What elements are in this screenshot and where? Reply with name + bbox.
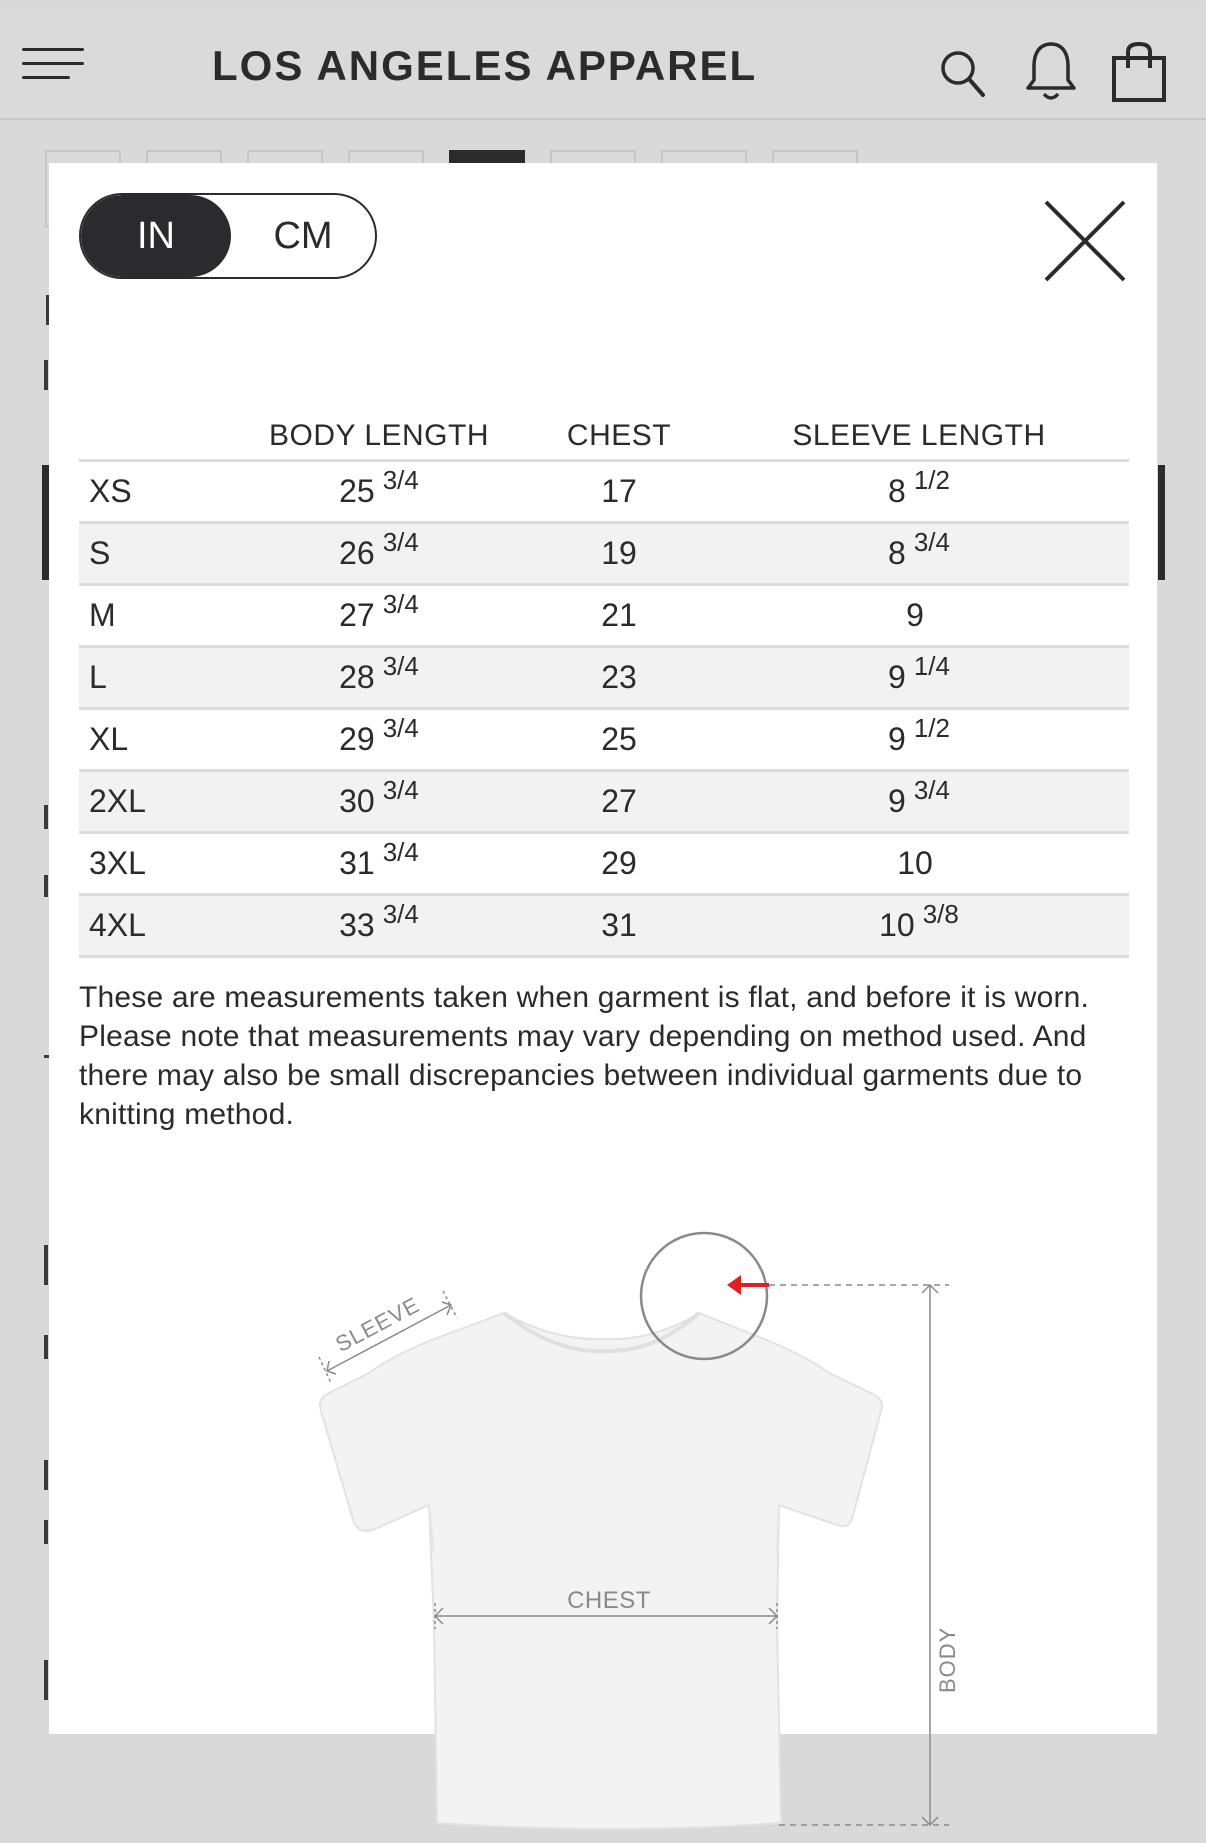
body-label: BODY — [935, 1626, 960, 1693]
chest-cell: 31 — [529, 895, 709, 957]
sleeve-length-cell: 10 $^{3/8}$ — [709, 895, 1129, 957]
t-shirt-measurement-diagram — [309, 1223, 969, 1843]
sleeve-label: SLEEVE — [331, 1291, 424, 1357]
unit-option-in[interactable]: IN — [81, 195, 231, 277]
shopping-bag-icon[interactable] — [1110, 40, 1168, 104]
sleeve-length-cell: 8 $^{3/4}$ — [709, 523, 1129, 585]
menu-icon[interactable] — [22, 48, 84, 86]
background-text-fragment — [44, 1460, 48, 1490]
table-row — [79, 585, 1129, 647]
sleeve-length-cell: 8 $^{1/2}$ — [709, 461, 1129, 523]
chest-cell: 27 — [529, 771, 709, 833]
body-length-cell: 25 $^{3/4}$ — [229, 461, 529, 523]
body-length-cell: 29 $^{3/4}$ — [229, 709, 529, 771]
body-length-cell: 28 $^{3/4}$ — [229, 647, 529, 709]
sleeve-length-cell: 9 $^{1/2}$ — [709, 709, 1129, 771]
chest-label: CHEST — [567, 1587, 651, 1614]
body-length-cell: 33 $^{3/4}$ — [229, 895, 529, 957]
close-icon[interactable] — [1042, 198, 1128, 284]
size-chart-table — [79, 403, 1129, 958]
size-cell: 2XL — [79, 771, 229, 833]
table-row — [79, 833, 1129, 895]
chest-cell: 23 — [529, 647, 709, 709]
table-header-row — [79, 403, 1129, 461]
measurement-note: These are measurements taken when garment is flat, and before it is worn. Please note that measurements may vary depending on method used. And there may also be small discrepancies between individual garments due to knitting method. — [79, 981, 1090, 1131]
table-row — [79, 461, 1129, 523]
size-cell: S — [79, 523, 229, 585]
background-side-bar — [1158, 465, 1165, 580]
body-length-cell: 26 $^{3/4}$ — [229, 523, 529, 585]
red-arrow-icon — [727, 1275, 769, 1295]
search-icon[interactable] — [938, 48, 986, 100]
table-row — [79, 771, 1129, 833]
sleeve-length-cell: 9 $^{1/4}$ — [709, 647, 1129, 709]
chest-cell: 21 — [529, 585, 709, 647]
unit-option-cm[interactable]: CM — [273, 215, 333, 257]
background-text-fragment — [44, 360, 48, 390]
table-row — [79, 647, 1129, 709]
body-length-cell: 30 $^{3/4}$ — [229, 771, 529, 833]
size-cell: XL — [79, 709, 229, 771]
table-row — [79, 523, 1129, 585]
background-text-fragment — [44, 1335, 48, 1359]
column-header-sleeve-length: SLEEVE LENGTH — [709, 403, 1129, 461]
background-text-fragment — [44, 1245, 48, 1285]
column-header-chest: CHEST — [529, 403, 709, 461]
background-text-fragment — [44, 875, 48, 897]
table-row — [79, 709, 1129, 771]
unit-toggle[interactable] — [79, 193, 377, 279]
bell-icon[interactable] — [1024, 38, 1078, 104]
sleeve-length-cell: 9 $^{3/4}$ — [709, 771, 1129, 833]
size-cell: M — [79, 585, 229, 647]
size-cell: 4XL — [79, 895, 229, 957]
brand-logo[interactable]: LOS ANGELES APPAREL — [212, 42, 758, 89]
size-cell: XS — [79, 461, 229, 523]
background-text-fragment — [44, 1520, 48, 1544]
top-navigation-bar — [0, 12, 1206, 120]
sleeve-length-cell: 10 — [709, 833, 1129, 895]
background-text-fragment — [44, 805, 48, 829]
chest-cell: 29 — [529, 833, 709, 895]
size-guide-modal — [49, 163, 1157, 1734]
background-text-fragment — [44, 1660, 48, 1700]
table-row — [79, 895, 1129, 957]
background-side-bar — [42, 465, 49, 580]
column-header-body-length: BODY LENGTH — [229, 403, 529, 461]
chest-cell: 19 — [529, 523, 709, 585]
body-length-cell: 27 $^{3/4}$ — [229, 585, 529, 647]
sleeve-length-cell: 9 — [709, 585, 1129, 647]
chest-cell: 17 — [529, 461, 709, 523]
size-cell: L — [79, 647, 229, 709]
size-cell: 3XL — [79, 833, 229, 895]
chest-cell: 25 — [529, 709, 709, 771]
body-length-cell: 31 $^{3/4}$ — [229, 833, 529, 895]
t-shirt-illustration — [320, 1313, 882, 1829]
column-header-size — [79, 403, 229, 461]
